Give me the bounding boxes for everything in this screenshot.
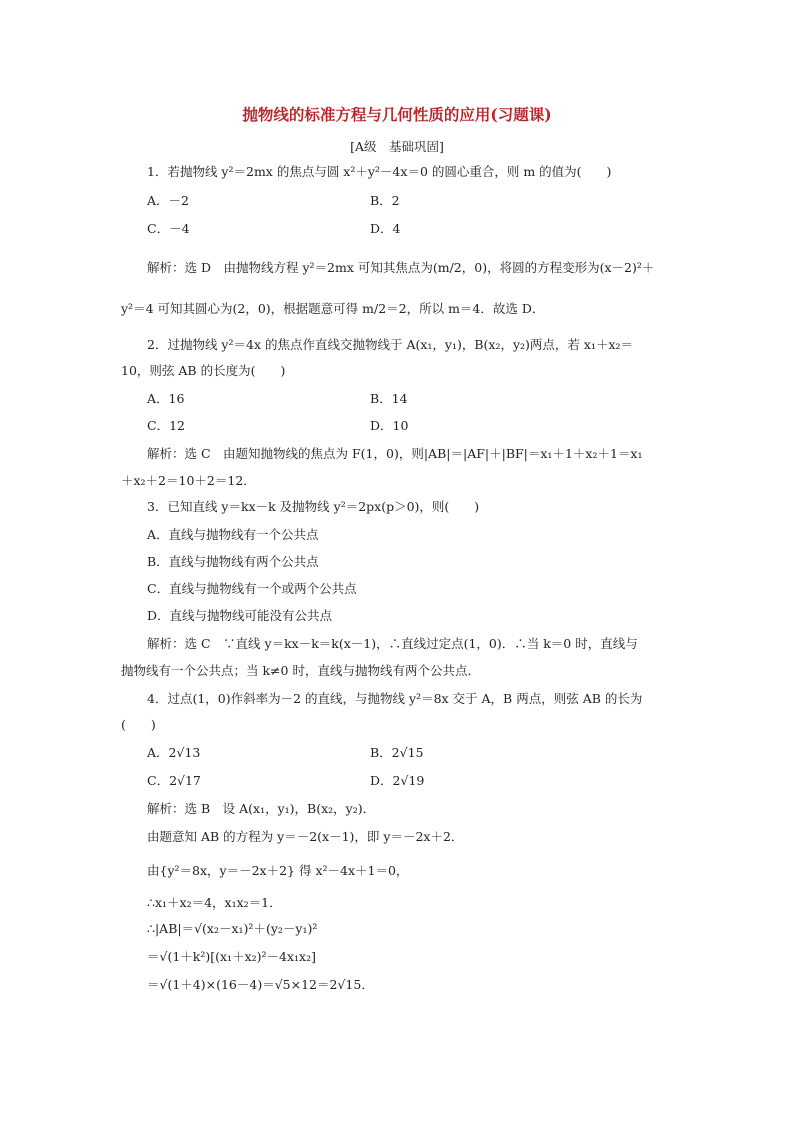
q3-solution-line2: 抛物线有一个公共点；当 k≠0 时，直线与抛物线有两个公共点．: [121, 663, 480, 678]
q4-stem-line1: 4．过点(1，0)作斜率为－2 的直线，与抛物线 y²＝8x 交于 A，B 两点，则弦 AB 的长为: [147, 691, 643, 706]
q1-option-b: B．2: [370, 193, 400, 208]
q1-solution-line2: y²＝4 可知其圆心为(2，0)，根据题意可得 m/2＝2，所以 m＝4．故选 D．: [121, 301, 545, 316]
q1-stem: 1．若抛物线 y²＝2mx 的焦点与圆 x²＋y²－4x＝0 的圆心重合，则 m 的值为( ): [147, 164, 612, 179]
q4-solution-line1: 解析：选 B 设 A(x₁，y₁)，B(x₂，y₂)．: [147, 801, 376, 816]
q2-option-d: D．10: [370, 418, 409, 433]
q4-solution-line2: 由题意知 AB 的方程为 y＝－2(x－1)，即 y＝－2x＋2．: [147, 829, 464, 844]
q1-option-c: C．－4: [147, 221, 190, 236]
q4-solution-line3: 由{y²＝8x，y＝－2x＋2} 得 x²－4x＋1＝0，: [147, 863, 409, 878]
q2-solution-line2: ＋x₂＋2＝10＋2＝12．: [121, 473, 256, 488]
q3-option-c: C．直线与抛物线有一个或两个公共点: [147, 581, 357, 596]
level-heading: [A级 基础巩固]: [350, 139, 444, 154]
page-title: 抛物线的标准方程与几何性质的应用(习题课): [242, 105, 552, 124]
q4-solution-line6: ＝√(1＋k²)[(x₁＋x₂)²－4x₁x₂]: [147, 949, 316, 964]
q2-option-c: C．12: [147, 418, 185, 433]
q4-solution-line5: ∴|AB|＝√(x₂－x₁)²＋(y₂－y₁)²: [147, 921, 318, 936]
q3-stem: 3．已知直线 y＝kx－k 及抛物线 y²＝2px(p＞0)，则( ): [147, 499, 480, 514]
q4-option-c: C．2√17: [147, 773, 201, 788]
q4-solution-line4: ∴x₁＋x₂＝4，x₁x₂＝1．: [147, 895, 282, 910]
q4-stem-line2: ( ): [121, 717, 156, 732]
q4-option-a: A．2√13: [147, 745, 201, 760]
q1-option-a: A．－2: [147, 193, 189, 208]
q4-option-b: B．2√15: [370, 745, 424, 760]
q2-option-a: A．16: [147, 391, 185, 406]
q2-option-b: B．14: [370, 391, 408, 406]
q2-stem-line2: 10，则弦 AB 的长度为( ): [121, 363, 286, 378]
q1-option-d: D．4: [370, 221, 401, 236]
q3-solution-line1: 解析：选 C ∵直线 y＝kx－k＝k(x－1)，∴直线过定点(1，0)．∴当 k＝0 时，直线与: [147, 636, 638, 651]
q2-solution-line1: 解析：选 C 由题知抛物线的焦点为 F(1，0)，则|AB|＝|AF|＋|BF|＝x₁＋1＋x₂＋1＝x₁: [147, 446, 643, 461]
q3-option-b: B．直线与抛物线有两个公共点: [147, 554, 319, 569]
q4-option-d: D．2√19: [370, 773, 425, 788]
q2-stem-line1: 2．过抛物线 y²＝4x 的焦点作直线交抛物线于 A(x₁，y₁)，B(x₂，y₂)两点，若 x₁＋x₂＝: [147, 337, 634, 352]
q3-option-d: D．直线与抛物线可能没有公共点: [147, 608, 333, 623]
q1-solution-line1: 解析：选 D 由抛物线方程 y²＝2mx 可知其焦点为(m/2，0)，将圆的方程变形为(x－2)²＋: [147, 260, 655, 275]
q4-solution-line7: ＝√(1＋4)×(16－4)＝√5×12＝2√15．: [147, 977, 374, 992]
q3-option-a: A．直线与抛物线有一个公共点: [147, 527, 319, 542]
